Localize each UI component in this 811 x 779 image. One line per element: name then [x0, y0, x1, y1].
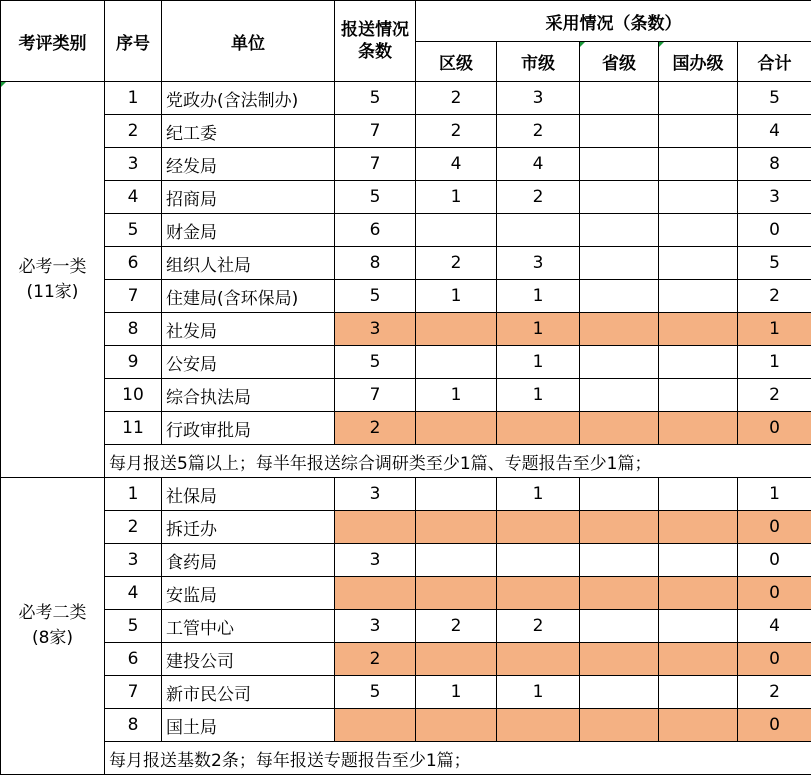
total-cell: 5: [738, 247, 811, 280]
reported-cell: 6: [335, 214, 416, 247]
province-cell: [580, 247, 659, 280]
requirement-note: 每月报送5篇以上；每半年报送综合调研类至少1篇、专题报告至少1篇；: [105, 445, 811, 478]
city-cell: 2: [497, 115, 580, 148]
reported-cell: [335, 709, 416, 742]
seq-cell: 7: [105, 676, 162, 709]
header-reported: 报送情况条数: [335, 1, 416, 82]
seq-cell: 4: [105, 181, 162, 214]
note-row: [1, 742, 811, 775]
total-cell: 0: [738, 544, 811, 577]
district-cell: 2: [416, 247, 497, 280]
city-cell: 3: [497, 247, 580, 280]
note-row: [1, 445, 811, 478]
table-row: [1, 577, 811, 610]
header-district: 区级: [416, 42, 497, 82]
state-office-cell: [659, 148, 738, 181]
seq-cell: 9: [105, 346, 162, 379]
total-cell: 2: [738, 676, 811, 709]
table-row: [1, 148, 811, 181]
unit-cell: 党政办(含法制办): [162, 82, 335, 115]
state-office-cell: [659, 709, 738, 742]
table-row: [1, 181, 811, 214]
header-state-office: 国办级: [659, 42, 738, 82]
unit-cell: 工管中心: [162, 610, 335, 643]
unit-cell: 纪工委: [162, 115, 335, 148]
seq-cell: 5: [105, 610, 162, 643]
unit-cell: 行政审批局: [162, 412, 335, 445]
seq-cell: 1: [105, 82, 162, 115]
reported-cell: 5: [335, 82, 416, 115]
header-total: 合计: [738, 42, 811, 82]
seq-cell: 2: [105, 511, 162, 544]
reported-cell: 2: [335, 643, 416, 676]
province-cell: [580, 511, 659, 544]
city-cell: 1: [497, 379, 580, 412]
table-row: [1, 412, 811, 445]
table-row: [1, 511, 811, 544]
province-cell: [580, 214, 659, 247]
state-office-cell: [659, 181, 738, 214]
category-count: (8家): [31, 628, 74, 648]
unit-cell: 新市民公司: [162, 676, 335, 709]
table-row: [1, 610, 811, 643]
header-city: 市级: [497, 42, 580, 82]
seq-cell: 11: [105, 412, 162, 445]
city-cell: 1: [497, 280, 580, 313]
state-office-cell: [659, 379, 738, 412]
district-cell: 1: [416, 181, 497, 214]
total-cell: 0: [738, 412, 811, 445]
table-row: [1, 247, 811, 280]
total-cell: 0: [738, 577, 811, 610]
district-cell: 1: [416, 676, 497, 709]
district-cell: [416, 544, 497, 577]
reported-cell: 3: [335, 544, 416, 577]
seq-cell: 8: [105, 313, 162, 346]
seq-cell: 10: [105, 379, 162, 412]
table-body: [1, 82, 811, 775]
total-cell: 0: [738, 643, 811, 676]
city-cell: [497, 709, 580, 742]
city-cell: [497, 643, 580, 676]
unit-cell: 安监局: [162, 577, 335, 610]
unit-cell: 食药局: [162, 544, 335, 577]
reported-cell: 3: [335, 478, 416, 511]
unit-cell: 国土局: [162, 709, 335, 742]
category-cell: [1, 82, 105, 478]
seq-cell: 3: [105, 148, 162, 181]
reported-cell: 8: [335, 247, 416, 280]
state-office-cell: [659, 82, 738, 115]
category-name: 必考一类: [18, 256, 87, 277]
city-cell: [497, 577, 580, 610]
district-cell: 2: [416, 82, 497, 115]
seq-cell: 4: [105, 577, 162, 610]
total-cell: 4: [738, 610, 811, 643]
unit-cell: 经发局: [162, 148, 335, 181]
province-cell: [580, 709, 659, 742]
reported-cell: 3: [335, 313, 416, 346]
total-cell: 0: [738, 511, 811, 544]
province-cell: [580, 148, 659, 181]
province-cell: [580, 379, 659, 412]
header-adoption: 采用情况（条数）: [416, 1, 811, 42]
reported-cell: 2: [335, 412, 416, 445]
state-office-cell: [659, 346, 738, 379]
state-office-cell: [659, 247, 738, 280]
header-category: 考评类别: [1, 1, 105, 82]
category-name: 必考二类: [18, 603, 87, 624]
unit-cell: 住建局(含环保局): [162, 280, 335, 313]
district-cell: 4: [416, 148, 497, 181]
state-office-cell: [659, 610, 738, 643]
unit-cell: 组织人社局: [162, 247, 335, 280]
reported-cell: 5: [335, 181, 416, 214]
total-cell: 1: [738, 346, 811, 379]
district-cell: [416, 643, 497, 676]
district-cell: [416, 214, 497, 247]
province-cell: [580, 412, 659, 445]
category-cell: [1, 478, 105, 775]
seq-cell: 2: [105, 115, 162, 148]
table-row: [1, 544, 811, 577]
state-office-cell: [659, 643, 738, 676]
seq-cell: 1: [105, 478, 162, 511]
reported-cell: [335, 577, 416, 610]
state-office-cell: [659, 115, 738, 148]
reported-cell: 5: [335, 346, 416, 379]
city-cell: 2: [497, 610, 580, 643]
state-office-cell: [659, 511, 738, 544]
header-unit: 单位: [162, 1, 335, 82]
total-cell: 2: [738, 280, 811, 313]
district-cell: 2: [416, 610, 497, 643]
state-office-cell: [659, 214, 738, 247]
unit-cell: 建投公司: [162, 643, 335, 676]
district-cell: [416, 412, 497, 445]
city-cell: [497, 511, 580, 544]
district-cell: [416, 709, 497, 742]
province-cell: [580, 115, 659, 148]
district-cell: [416, 346, 497, 379]
district-cell: [416, 511, 497, 544]
unit-cell: 社保局: [162, 478, 335, 511]
total-cell: 4: [738, 115, 811, 148]
district-cell: [416, 577, 497, 610]
total-cell: 3: [738, 181, 811, 214]
district-cell: [416, 313, 497, 346]
province-cell: [580, 577, 659, 610]
total-cell: 2: [738, 379, 811, 412]
district-cell: 2: [416, 115, 497, 148]
header-seq: 序号: [105, 1, 162, 82]
province-cell: [580, 82, 659, 115]
reported-cell: 7: [335, 148, 416, 181]
requirement-note: 每月报送基数2条；每年报送专题报告至少1篇；: [105, 742, 811, 775]
district-cell: 1: [416, 379, 497, 412]
unit-cell: 社发局: [162, 313, 335, 346]
table-row: [1, 676, 811, 709]
city-cell: [497, 412, 580, 445]
table-row: [1, 379, 811, 412]
province-cell: [580, 676, 659, 709]
city-cell: [497, 544, 580, 577]
table-row: [1, 82, 811, 115]
reported-cell: 7: [335, 115, 416, 148]
province-cell: [580, 181, 659, 214]
table-row: [1, 643, 811, 676]
district-cell: 1: [416, 280, 497, 313]
seq-cell: 5: [105, 214, 162, 247]
province-cell: [580, 313, 659, 346]
unit-cell: 招商局: [162, 181, 335, 214]
reported-cell: 5: [335, 676, 416, 709]
total-cell: 8: [738, 148, 811, 181]
seq-cell: 8: [105, 709, 162, 742]
district-cell: [416, 478, 497, 511]
unit-cell: 综合执法局: [162, 379, 335, 412]
province-cell: [580, 478, 659, 511]
category-count: (11家): [26, 281, 79, 302]
province-cell: [580, 643, 659, 676]
city-cell: 1: [497, 478, 580, 511]
seq-cell: 6: [105, 247, 162, 280]
header-province: 省级: [580, 42, 659, 82]
total-cell: 5: [738, 82, 811, 115]
province-cell: [580, 610, 659, 643]
city-cell: 2: [497, 181, 580, 214]
seq-cell: 7: [105, 280, 162, 313]
unit-cell: 财金局: [162, 214, 335, 247]
table-row: [1, 214, 811, 247]
province-cell: [580, 544, 659, 577]
table-row: [1, 115, 811, 148]
state-office-cell: [659, 280, 738, 313]
table-row: [1, 709, 811, 742]
reported-cell: [335, 511, 416, 544]
city-cell: 1: [497, 676, 580, 709]
total-cell: 1: [738, 478, 811, 511]
state-office-cell: [659, 676, 738, 709]
state-office-cell: [659, 544, 738, 577]
table-row: [1, 478, 811, 511]
reported-cell: 5: [335, 280, 416, 313]
city-cell: [497, 214, 580, 247]
table-row: [1, 346, 811, 379]
total-cell: 0: [738, 214, 811, 247]
state-office-cell: [659, 478, 738, 511]
reported-cell: 3: [335, 610, 416, 643]
table-row: [1, 313, 811, 346]
seq-cell: 6: [105, 643, 162, 676]
seq-cell: 3: [105, 544, 162, 577]
city-cell: 1: [497, 313, 580, 346]
city-cell: 4: [497, 148, 580, 181]
state-office-cell: [659, 313, 738, 346]
city-cell: 3: [497, 82, 580, 115]
province-cell: [580, 346, 659, 379]
total-cell: 0: [738, 709, 811, 742]
unit-cell: 拆迁办: [162, 511, 335, 544]
state-office-cell: [659, 577, 738, 610]
total-cell: 1: [738, 313, 811, 346]
city-cell: 1: [497, 346, 580, 379]
table-row: [1, 280, 811, 313]
province-cell: [580, 280, 659, 313]
state-office-cell: [659, 412, 738, 445]
unit-cell: 公安局: [162, 346, 335, 379]
reported-cell: 7: [335, 379, 416, 412]
